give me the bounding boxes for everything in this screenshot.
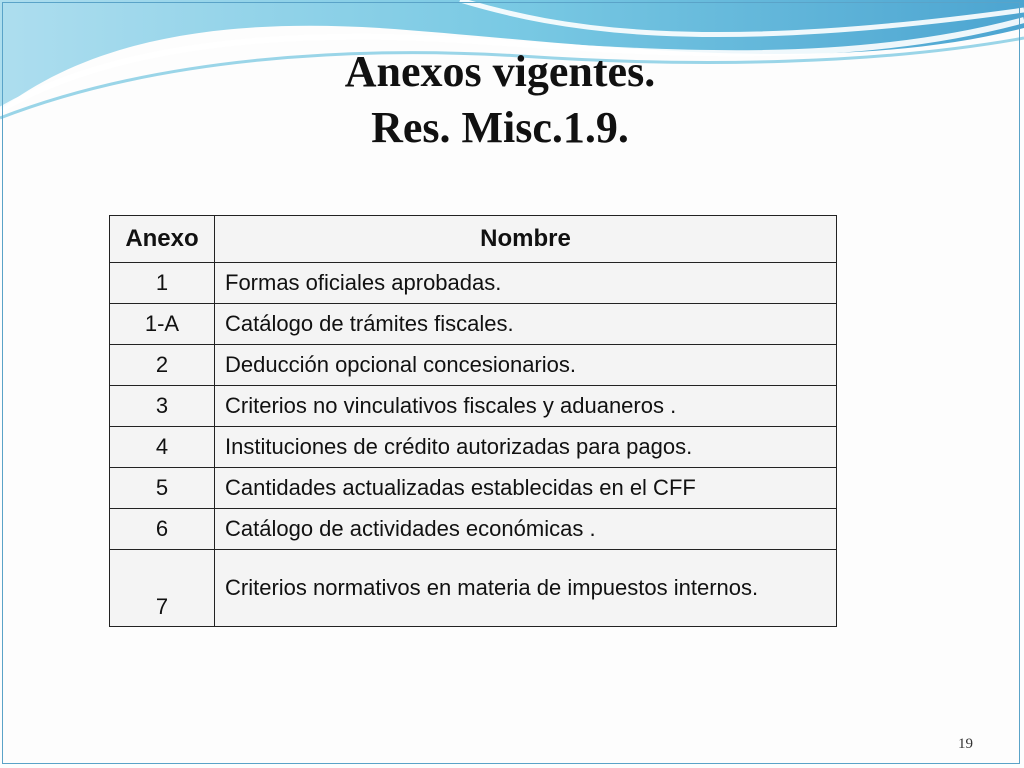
- anexo-cell: 2: [110, 345, 215, 386]
- nombre-cell: Cantidades actualizadas establecidas en el CFF: [215, 468, 837, 509]
- table-row: [110, 345, 837, 386]
- table-row: [110, 509, 837, 550]
- nombre-cell: Criterios no vinculativos fiscales y aduaneros .: [215, 386, 837, 427]
- anexo-cell: 3: [110, 386, 215, 427]
- anexo-cell: 4: [110, 427, 215, 468]
- nombre-cell: Formas oficiales aprobadas.: [215, 263, 837, 304]
- table-header-row: [110, 216, 837, 263]
- column-header-nombre: Nombre: [215, 216, 837, 263]
- table-row: [110, 468, 837, 509]
- anexo-cell: 1: [110, 263, 215, 304]
- slide-title-line2: Res. Misc.1.9.: [371, 103, 629, 152]
- nombre-cell: Instituciones de crédito autorizadas para pagos.: [215, 427, 837, 468]
- page-number: 19: [958, 736, 973, 752]
- anexo-cell: 6: [110, 509, 215, 550]
- slide-title-line1: Anexos vigentes.: [344, 47, 656, 96]
- anexos-table: [109, 215, 837, 627]
- nombre-cell: Deducción opcional concesionarios.: [215, 345, 837, 386]
- nombre-cell: Catálogo de trámites fiscales.: [215, 304, 837, 345]
- anexo-cell: 7: [110, 550, 215, 627]
- table-row: [110, 263, 837, 304]
- anexo-cell: 5: [110, 468, 215, 509]
- nombre-cell: Criterios normativos en materia de impuestos internos.: [215, 550, 837, 627]
- nombre-cell: Catálogo de actividades económicas .: [215, 509, 837, 550]
- table-row: [110, 550, 837, 627]
- table-row: [110, 304, 837, 345]
- anexo-cell: 1-A: [110, 304, 215, 345]
- table-row: [110, 386, 837, 427]
- table-row: [110, 427, 837, 468]
- column-header-anexo: Anexo: [110, 216, 215, 263]
